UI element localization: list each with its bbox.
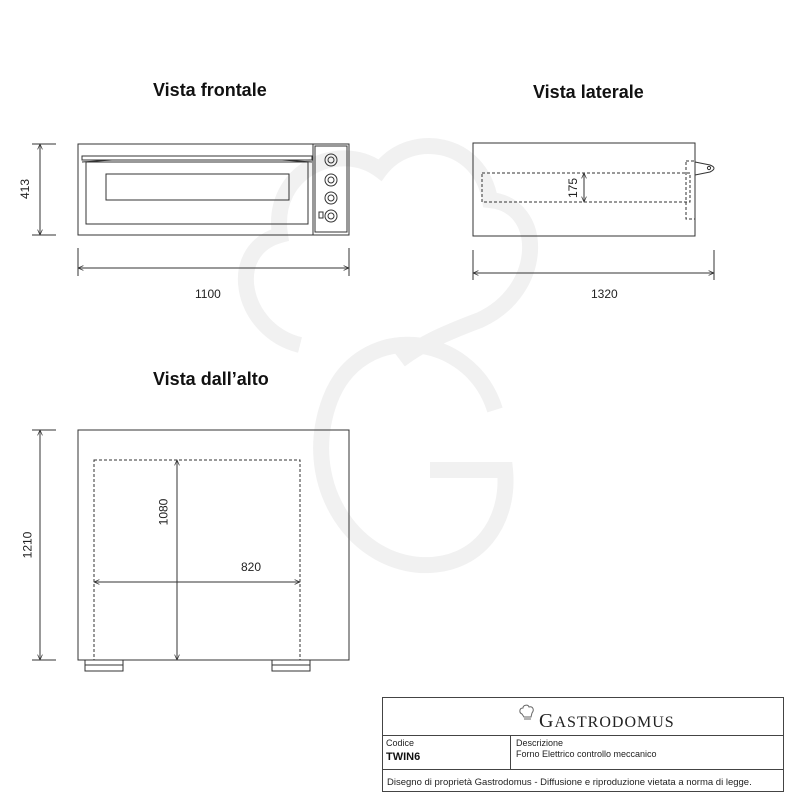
code-value: TWIN6	[386, 751, 421, 763]
front-view-title: Vista frontale	[153, 80, 267, 100]
dim-front-height: 413	[18, 178, 33, 200]
knob-4	[325, 210, 337, 222]
top-view	[32, 430, 349, 671]
brand-rest: ASTRODOMUS	[554, 714, 675, 731]
indicator-light	[319, 212, 323, 218]
chef-hat-logo-icon	[519, 704, 535, 724]
knob-2	[325, 174, 337, 186]
gastrodomus-watermark	[246, 146, 530, 565]
top-outer-body	[78, 430, 349, 660]
dim-side-chamber-height: 175	[566, 177, 581, 199]
title-block-info-row	[383, 736, 783, 770]
side-chamber	[482, 173, 690, 202]
title-block	[382, 697, 784, 792]
dim-top-depth: 1210	[20, 531, 35, 559]
title-block-brand-row	[383, 698, 783, 736]
oven-window	[106, 174, 289, 200]
description-label: Descrizione	[516, 738, 564, 748]
dim-top-inner-width: 820	[241, 560, 262, 574]
brand-initial: G	[539, 710, 555, 732]
dim-front-width: 1100	[195, 287, 221, 301]
side-hook	[695, 162, 714, 175]
top-view-title: Vista dall’alto	[153, 369, 269, 389]
side-view-title: Vista laterale	[533, 82, 644, 102]
top-inner-chamber	[94, 460, 300, 660]
description-value: Forno Elettrico controllo meccanico	[516, 749, 657, 759]
dim-side-length: 1320	[591, 287, 618, 301]
dim-top-inner-depth: 1080	[156, 498, 171, 526]
brand-name	[539, 710, 675, 733]
code-cell	[383, 736, 511, 769]
code-label: Codice	[386, 738, 415, 748]
knob-3	[325, 192, 337, 204]
door-handle	[82, 156, 312, 160]
title-block-footer: Disegno di proprietà Gastrodomus - Diffusione e riproduzione vietata a norma di legge.	[387, 777, 752, 788]
